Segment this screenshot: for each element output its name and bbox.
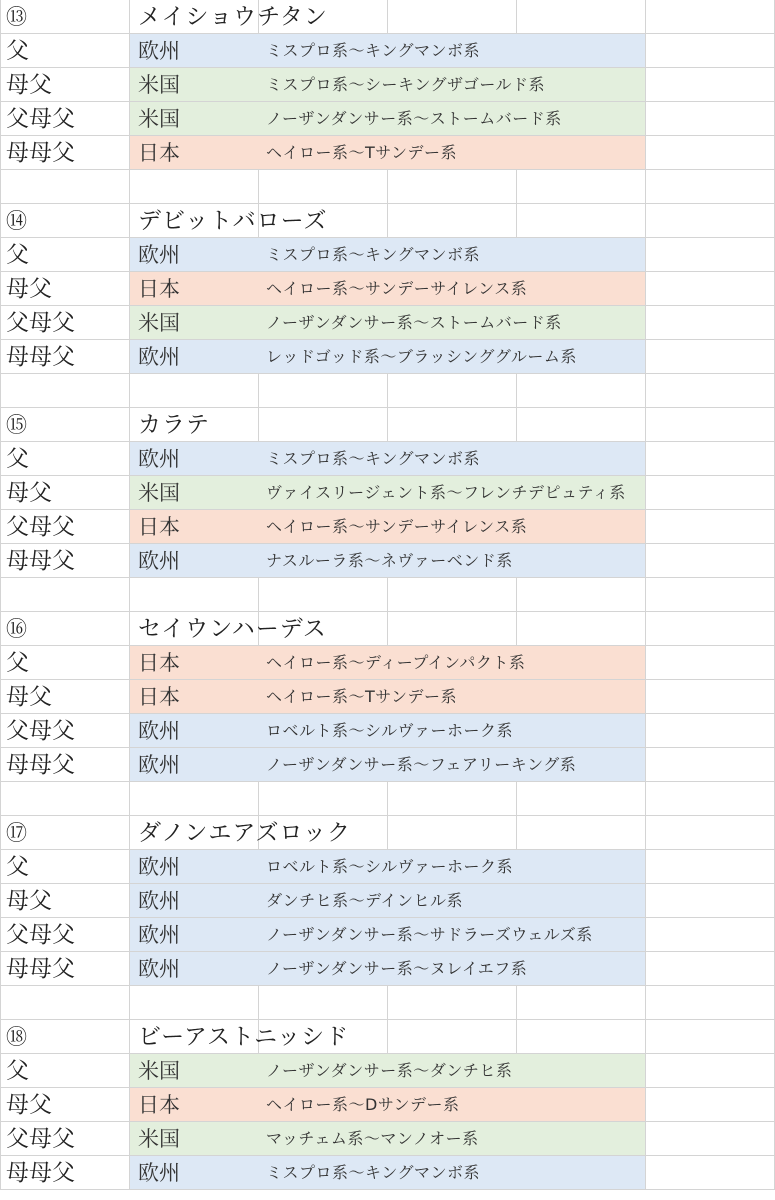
grid-cell[interactable]: [646, 1156, 775, 1190]
grid-cell[interactable]: [517, 986, 646, 1020]
grid-cell[interactable]: [646, 0, 775, 34]
grid-cell[interactable]: [388, 170, 517, 204]
region-label: 欧州: [138, 1161, 180, 1185]
grid-cell[interactable]: [388, 1020, 517, 1054]
pedigree-row: [0, 544, 775, 578]
grid-cell[interactable]: [646, 170, 775, 204]
relation-label: 父: [6, 38, 29, 64]
relation-label: 父母父: [6, 106, 75, 132]
empty-row: [0, 782, 775, 816]
relation-label: 父: [6, 650, 29, 676]
grid-cell[interactable]: [0, 170, 130, 204]
relation-label: 母母父: [6, 956, 75, 982]
horse-title-row: [0, 1020, 775, 1054]
region-label: 欧州: [138, 549, 180, 573]
horse-title-row: [0, 0, 775, 34]
relation-label: 父母父: [6, 718, 75, 744]
pedigree-row: [0, 306, 775, 340]
sire-line: ノーザンダンサー系〜サドラーズウェルズ系: [266, 925, 593, 944]
grid-cell[interactable]: [0, 782, 130, 816]
horse-number: ⑯: [6, 617, 27, 641]
sire-line: ヘイロー系〜サンデーサイレンス系: [266, 517, 528, 536]
grid-cell[interactable]: [646, 714, 775, 748]
pedigree-row: [0, 34, 775, 68]
grid-cell[interactable]: [517, 1020, 646, 1054]
horse-name: デビットバローズ: [138, 208, 328, 234]
region-label: 米国: [138, 107, 180, 131]
relation-label: 父母父: [6, 514, 75, 540]
pedigree-row: [0, 646, 775, 680]
grid-cell[interactable]: [517, 408, 646, 442]
sire-line: ヘイロー系〜Dサンデー系: [266, 1095, 460, 1114]
pedigree-row: [0, 238, 775, 272]
grid-cell[interactable]: [646, 918, 775, 952]
empty-row: [0, 170, 775, 204]
horse-number: ⑰: [6, 821, 27, 845]
grid-cell[interactable]: [130, 374, 259, 408]
horse-name: メイショウチタン: [138, 4, 328, 30]
pedigree-row: [0, 340, 775, 374]
grid-cell[interactable]: [646, 748, 775, 782]
grid-cell[interactable]: [130, 986, 259, 1020]
pedigree-row: [0, 1122, 775, 1156]
grid-cell[interactable]: [646, 442, 775, 476]
horse-number: ⑮: [6, 413, 27, 437]
horse-name: セイウンハーデス: [138, 616, 327, 642]
region-label: 米国: [138, 1059, 180, 1083]
grid-cell[interactable]: [130, 578, 259, 612]
empty-row: [0, 986, 775, 1020]
grid-cell[interactable]: [646, 782, 775, 816]
grid-cell[interactable]: [646, 272, 775, 306]
relation-label: 母父: [6, 1092, 52, 1118]
horse-title-row: [0, 816, 775, 850]
sire-line: ヘイロー系〜Tサンデー系: [266, 143, 457, 162]
region-label: 欧州: [138, 39, 180, 63]
grid-cell[interactable]: [388, 578, 517, 612]
grid-cell[interactable]: [259, 374, 388, 408]
sire-line: ヘイロー系〜サンデーサイレンス系: [266, 279, 528, 298]
region-label: 米国: [138, 481, 180, 505]
relation-label: 母母父: [6, 752, 75, 778]
grid-cell[interactable]: [646, 238, 775, 272]
pedigree-row: [0, 442, 775, 476]
relation-label: 母父: [6, 684, 52, 710]
pedigree-row: [0, 748, 775, 782]
pedigree-row: [0, 680, 775, 714]
sire-line: ミスプロ系〜キングマンボ系: [266, 449, 481, 468]
horse-title-row: [0, 408, 775, 442]
region-label: 日本: [138, 651, 180, 675]
region-label: 欧州: [138, 855, 180, 879]
grid-cell[interactable]: [259, 170, 388, 204]
grid-cell[interactable]: [646, 544, 775, 578]
grid-cell[interactable]: [259, 408, 388, 442]
grid-cell[interactable]: [517, 0, 646, 34]
relation-label: 母父: [6, 72, 52, 98]
sire-line: ノーザンダンサー系〜ストームバード系: [266, 313, 562, 332]
relation-label: 母母父: [6, 140, 75, 166]
horse-number: ⑱: [6, 1025, 27, 1049]
grid-cell[interactable]: [0, 374, 130, 408]
horse-name: ビーアストニッシド: [138, 1024, 350, 1050]
region-label: 欧州: [138, 889, 180, 913]
grid-cell[interactable]: [646, 952, 775, 986]
region-label: 米国: [138, 73, 180, 97]
region-label: 米国: [138, 1127, 180, 1151]
grid-cell[interactable]: [646, 510, 775, 544]
empty-row: [0, 374, 775, 408]
grid-cell[interactable]: [646, 578, 775, 612]
grid-cell[interactable]: [517, 204, 646, 238]
sire-line: ノーザンダンサー系〜ストームバード系: [266, 109, 562, 128]
grid-cell[interactable]: [517, 170, 646, 204]
grid-cell[interactable]: [259, 782, 388, 816]
sire-line: レッドゴッド系〜ブラッシンググルーム系: [266, 347, 577, 366]
pedigree-row: [0, 884, 775, 918]
grid-cell[interactable]: [388, 374, 517, 408]
pedigree-row: [0, 850, 775, 884]
grid-cell[interactable]: [517, 782, 646, 816]
grid-cell[interactable]: [646, 68, 775, 102]
sire-line: ミスプロ系〜キングマンボ系: [266, 1163, 481, 1182]
region-label: 日本: [138, 141, 180, 165]
region-label: 欧州: [138, 753, 180, 777]
pedigree-row: [0, 952, 775, 986]
horse-title-row: [0, 612, 775, 646]
region-label: 日本: [138, 1093, 180, 1117]
relation-label: 父: [6, 242, 29, 268]
region-label: 欧州: [138, 923, 180, 947]
region-label: 日本: [138, 277, 180, 301]
relation-label: 父: [6, 446, 29, 472]
relation-label: 母母父: [6, 344, 75, 370]
grid-cell[interactable]: [646, 680, 775, 714]
sire-line: ロベルト系〜シルヴァーホーク系: [266, 721, 513, 740]
grid-cell[interactable]: [646, 612, 775, 646]
grid-cell[interactable]: [646, 374, 775, 408]
grid-cell[interactable]: [646, 306, 775, 340]
grid-cell[interactable]: [388, 612, 517, 646]
pedigree-row: [0, 102, 775, 136]
grid-cell[interactable]: [646, 408, 775, 442]
relation-label: 父母父: [6, 1126, 75, 1152]
sire-line: ヘイロー系〜Tサンデー系: [266, 687, 457, 706]
grid-cell[interactable]: [388, 816, 517, 850]
grid-cell[interactable]: [646, 986, 775, 1020]
pedigree-row: [0, 1088, 775, 1122]
pedigree-row: [0, 272, 775, 306]
sire-line: ロベルト系〜シルヴァーホーク系: [266, 857, 513, 876]
grid-cell[interactable]: [646, 1122, 775, 1156]
sire-line: ヴァイスリージェント系〜フレンチデピュティ系: [266, 483, 626, 502]
relation-label: 父: [6, 854, 29, 880]
sire-line: ノーザンダンサー系〜フェアリーキング系: [266, 755, 577, 774]
region-label: 欧州: [138, 345, 180, 369]
sire-line: ノーザンダンサー系〜ヌレイエフ系: [266, 959, 528, 978]
grid-cell[interactable]: [0, 986, 130, 1020]
relation-label: 母母父: [6, 548, 75, 574]
relation-label: 母母父: [6, 1160, 75, 1186]
horse-number: ⑭: [6, 209, 27, 233]
grid-cell[interactable]: [259, 986, 388, 1020]
sire-line: ミスプロ系〜キングマンボ系: [266, 41, 481, 60]
grid-cell[interactable]: [388, 986, 517, 1020]
grid-cell[interactable]: [130, 782, 259, 816]
grid-cell[interactable]: [646, 34, 775, 68]
region-label: 欧州: [138, 957, 180, 981]
horse-title-row: [0, 204, 775, 238]
pedigree-row: [0, 136, 775, 170]
grid-cell[interactable]: [388, 782, 517, 816]
grid-cell[interactable]: [646, 850, 775, 884]
pedigree-row: [0, 68, 775, 102]
grid-cell[interactable]: [130, 170, 259, 204]
pedigree-row: [0, 1054, 775, 1088]
grid-cell[interactable]: [646, 340, 775, 374]
grid-cell[interactable]: [646, 1054, 775, 1088]
relation-label: 父: [6, 1058, 29, 1084]
relation-label: 母父: [6, 888, 52, 914]
grid-cell[interactable]: [517, 816, 646, 850]
grid-cell[interactable]: [517, 612, 646, 646]
sire-line: ナスルーラ系〜ネヴァーベンド系: [266, 551, 513, 570]
region-label: 欧州: [138, 447, 180, 471]
grid-cell[interactable]: [646, 476, 775, 510]
sire-line: ダンチヒ系〜デインヒル系: [266, 891, 464, 910]
relation-label: 父母父: [6, 922, 75, 948]
relation-label: 母父: [6, 276, 52, 302]
grid-cell[interactable]: [646, 204, 775, 238]
grid-cell[interactable]: [646, 1088, 775, 1122]
pedigree-row: [0, 476, 775, 510]
grid-cell[interactable]: [646, 816, 775, 850]
grid-cell[interactable]: [646, 884, 775, 918]
pedigree-row: [0, 510, 775, 544]
grid-cell[interactable]: [646, 646, 775, 680]
grid-cell[interactable]: [517, 374, 646, 408]
region-label: 日本: [138, 515, 180, 539]
sire-line: ミスプロ系〜キングマンボ系: [266, 245, 481, 264]
sire-line: ヘイロー系〜ディープインパクト系: [266, 653, 526, 672]
pedigree-row: [0, 1156, 775, 1190]
grid-cell[interactable]: [517, 578, 646, 612]
grid-cell[interactable]: [646, 1020, 775, 1054]
grid-cell[interactable]: [0, 578, 130, 612]
relation-label: 父母父: [6, 310, 75, 336]
region-label: 欧州: [138, 243, 180, 267]
sire-line: ミスプロ系〜シーキングザゴールド系: [266, 75, 546, 94]
grid-cell[interactable]: [646, 102, 775, 136]
empty-row: [0, 578, 775, 612]
grid-cell[interactable]: [388, 408, 517, 442]
horse-name: カラテ: [138, 412, 210, 438]
grid-cell[interactable]: [646, 136, 775, 170]
sire-line: マッチェム系〜マンノオー系: [266, 1129, 479, 1148]
grid-cell[interactable]: [388, 0, 517, 34]
grid-cell[interactable]: [259, 578, 388, 612]
relation-label: 母父: [6, 480, 52, 506]
pedigree-row: [0, 918, 775, 952]
region-label: 日本: [138, 685, 180, 709]
grid-cell[interactable]: [388, 204, 517, 238]
region-label: 欧州: [138, 719, 180, 743]
region-label: 米国: [138, 311, 180, 335]
horse-name: ダノンエアズロック: [138, 820, 352, 846]
pedigree-row: [0, 714, 775, 748]
horse-number: ⑬: [6, 5, 27, 29]
sire-line: ノーザンダンサー系〜ダンチヒ系: [266, 1061, 513, 1080]
